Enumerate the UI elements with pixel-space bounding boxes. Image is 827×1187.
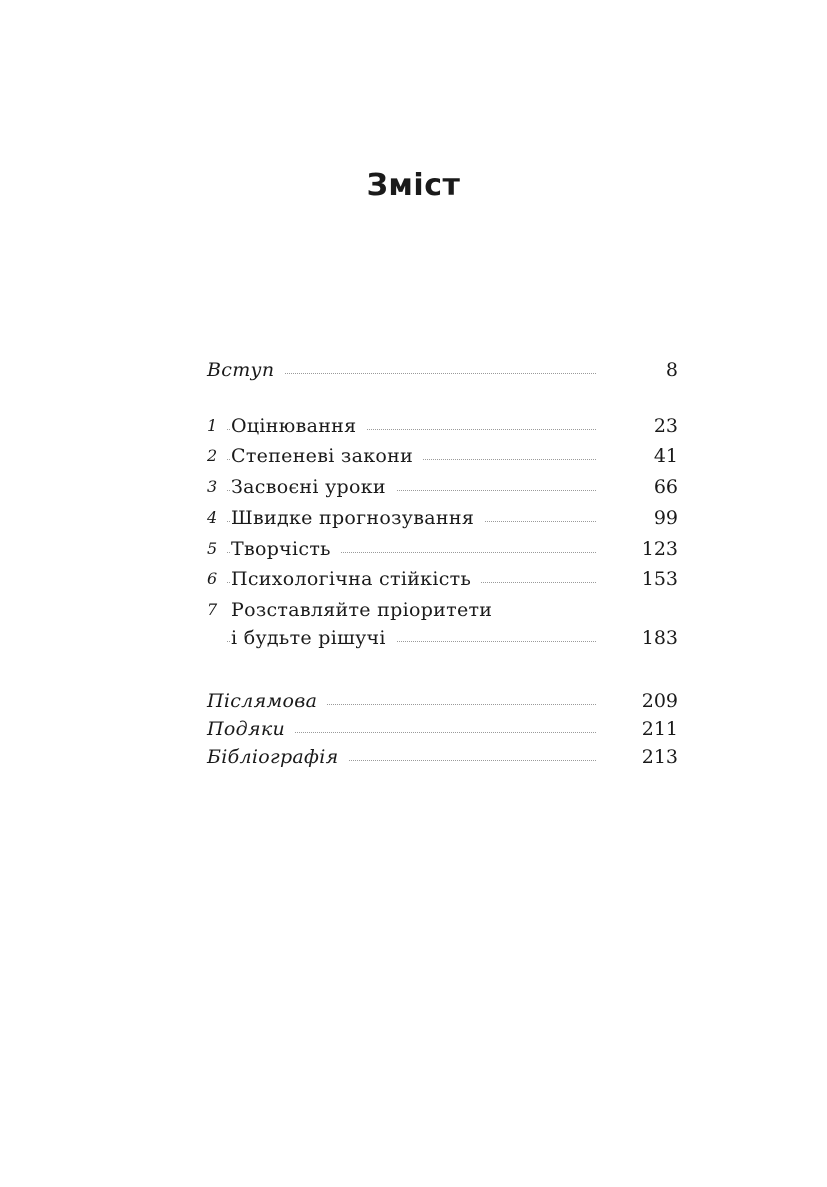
chapter-number: 5 xyxy=(207,539,218,558)
toc-entry-page: 211 xyxy=(641,718,678,740)
toc-entry-label: Післямова xyxy=(207,687,327,715)
toc-entry-page: 66 xyxy=(653,476,678,498)
page-title: Зміст xyxy=(366,168,461,203)
chapter-number: 6 xyxy=(207,569,218,588)
toc-entry-label: Психологічна стійкість xyxy=(231,565,481,593)
toc-entry-page: 8 xyxy=(665,359,678,381)
toc-entry-page: 23 xyxy=(653,415,678,437)
toc-entry-intro xyxy=(207,356,678,384)
toc-entry-chapter-3 xyxy=(207,473,678,501)
toc-entry-chapter-1 xyxy=(207,412,678,440)
toc-entry-label: Швидке прогнозування xyxy=(231,504,484,532)
chapter-number: 4 xyxy=(207,508,218,527)
toc-entry-label: Оцінювання xyxy=(231,412,366,440)
toc-entry-page: 183 xyxy=(641,627,678,649)
toc-entry-afterword xyxy=(207,687,678,715)
toc-entry-page: 213 xyxy=(641,746,678,768)
chapter-number: 2 xyxy=(207,446,218,465)
toc-entry-page: 123 xyxy=(641,538,678,560)
toc-entry-label: Бібліографія xyxy=(207,743,348,771)
toc-entry-label: Розставляйте пріоритети xyxy=(231,596,502,624)
chapter-number: 7 xyxy=(207,600,218,619)
toc-entry-chapter-5 xyxy=(207,535,678,563)
chapter-number: 1 xyxy=(207,416,218,435)
toc-entry-label: Степеневі закони xyxy=(231,442,423,470)
toc-entry-label: Засвоєні уроки xyxy=(231,473,396,501)
toc-entry-label-continued: і будьте рішучі xyxy=(231,624,396,652)
toc-entry-page: 153 xyxy=(641,568,678,590)
toc-entry-page: 209 xyxy=(641,690,678,712)
toc-entry-page: 41 xyxy=(653,445,678,467)
toc-entry-page: 99 xyxy=(653,507,678,529)
toc-entry-chapter-2 xyxy=(207,442,678,470)
toc-entry-chapter-6 xyxy=(207,565,678,593)
toc-entry-acknowledgements xyxy=(207,715,678,743)
toc-entry-chapter-4 xyxy=(207,504,678,532)
toc-entry-bibliography xyxy=(207,743,678,771)
chapter-number: 3 xyxy=(207,477,218,496)
toc-entry-chapter-7-line1 xyxy=(207,596,678,624)
toc-entry-label: Вступ xyxy=(207,356,284,384)
toc-entry-label: Подяки xyxy=(207,715,295,743)
toc-entry-chapter-7-line2 xyxy=(207,624,678,652)
toc-entry-label: Творчість xyxy=(231,535,341,563)
